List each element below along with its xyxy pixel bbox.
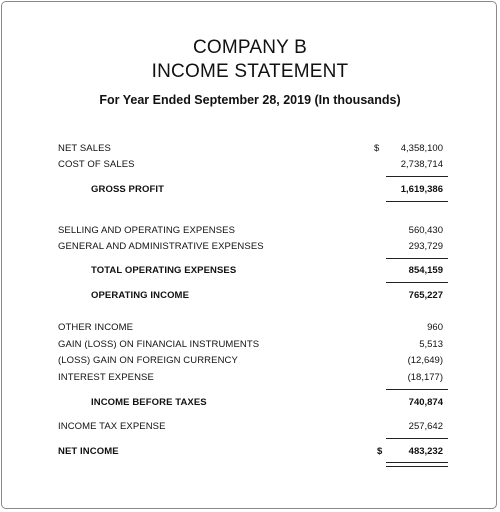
row-label: GENERAL AND ADMINISTRATIVE EXPENSES (58, 241, 264, 252)
statement-period: For Year Ended September 28, 2019 (In thousands) (99, 93, 401, 107)
row-value: (12,649) (407, 355, 443, 366)
row-general-admin (0, 241, 500, 257)
row-other-income (0, 322, 500, 338)
row-value: 854,159 (408, 265, 443, 276)
row-total-operating-expenses (0, 265, 500, 281)
subtotal-rule (386, 258, 448, 259)
row-label: NET INCOME (58, 446, 119, 457)
row-label: OTHER INCOME (58, 322, 134, 333)
row-value: (18,177) (407, 372, 443, 383)
row-label: SELLING AND OPERATING EXPENSES (58, 225, 236, 236)
row-value: 740,874 (408, 397, 443, 408)
row-value: 560,430 (408, 225, 443, 236)
row-label: (LOSS) GAIN ON FOREIGN CURRENCY (58, 355, 238, 366)
double-underline (386, 462, 448, 467)
statement-title: INCOME STATEMENT (151, 61, 349, 82)
row-label: NET SALES (58, 143, 111, 154)
row-selling-operating (0, 225, 500, 241)
row-label: INTEREST EXPENSE (58, 372, 154, 383)
row-interest-expense (0, 372, 500, 388)
company-name: COMPANY B (192, 37, 308, 58)
row-value: 5,513 (419, 339, 443, 350)
row-label: GROSS PROFIT (91, 184, 164, 195)
subtotal-rule (386, 282, 448, 283)
row-value: 293,729 (408, 241, 443, 252)
subtotal-rule (386, 438, 448, 439)
row-label: TOTAL OPERATING EXPENSES (91, 265, 237, 276)
row-income-tax (0, 421, 500, 437)
row-net-sales (0, 143, 500, 159)
currency-symbol: $ (377, 446, 383, 457)
subtotal-rule (386, 176, 448, 177)
row-value: 1,619,386 (400, 184, 443, 195)
row-label: GAIN (LOSS) ON FINANCIAL INSTRUMENTS (58, 339, 260, 350)
row-label: INCOME TAX EXPENSE (58, 421, 166, 432)
subtotal-rule (386, 201, 448, 202)
row-income-before-taxes (0, 397, 500, 413)
row-financial-instruments (0, 339, 500, 355)
row-label: INCOME BEFORE TAXES (91, 397, 207, 408)
row-net-income (0, 446, 500, 462)
row-value: 257,642 (408, 421, 443, 432)
row-operating-income (0, 290, 500, 306)
row-foreign-currency (0, 355, 500, 371)
row-value: 4,358,100 (400, 143, 443, 154)
row-value: 2,738,714 (400, 159, 443, 170)
row-value: 765,227 (408, 290, 443, 301)
currency-symbol: $ (374, 143, 380, 154)
row-value: 960 (427, 322, 443, 333)
subtotal-rule (386, 389, 448, 390)
row-label: COST OF SALES (58, 159, 135, 170)
row-value: 483,232 (408, 446, 443, 457)
row-gross-profit (0, 184, 500, 200)
row-cost-of-sales (0, 159, 500, 175)
row-label: OPERATING INCOME (91, 290, 190, 301)
